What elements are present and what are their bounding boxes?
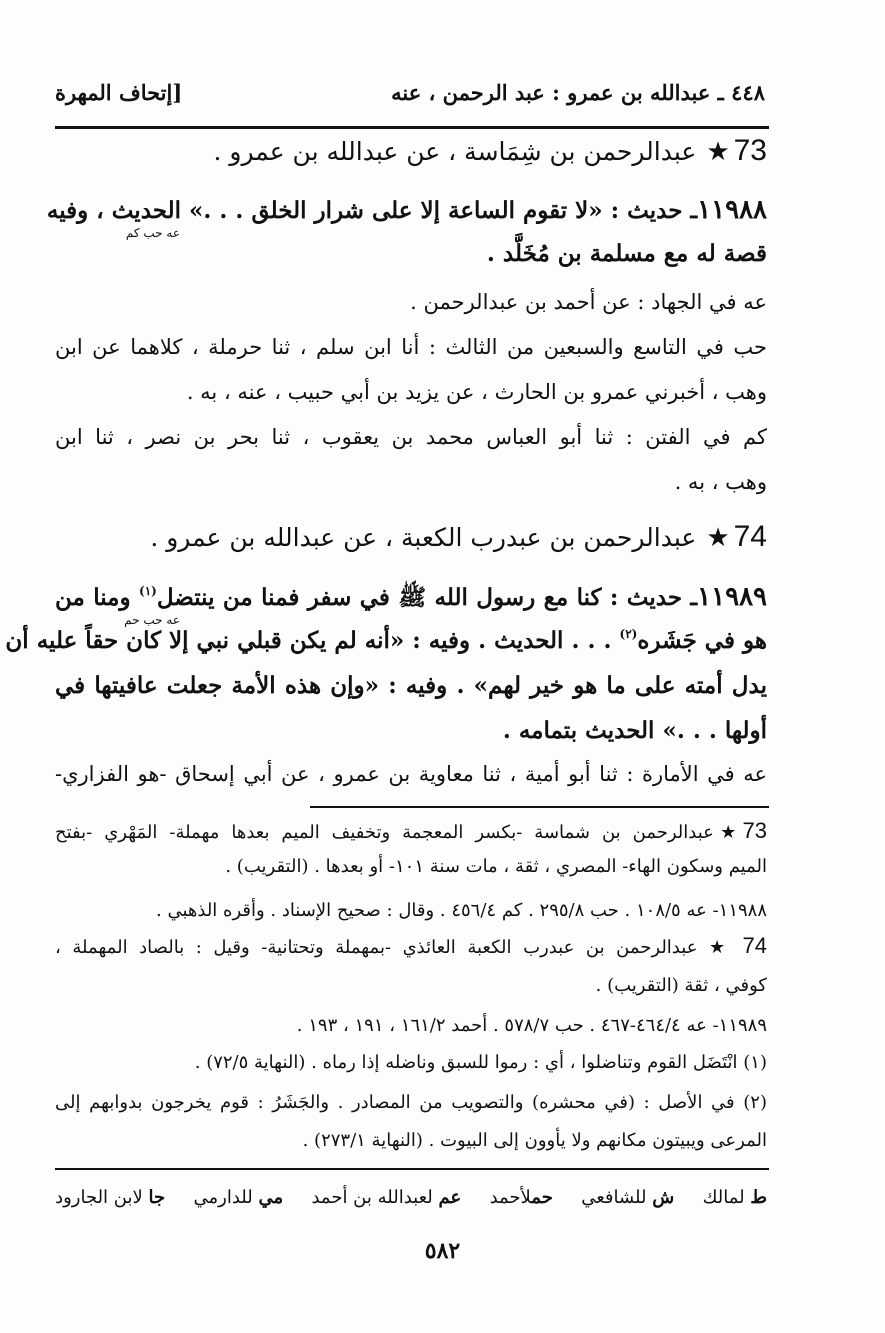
abbreviation-item: مي للدارمي xyxy=(193,1187,284,1208)
hadith-11988-line-2: قصة له مع مسلمة بن مُخَلَّد . xyxy=(486,240,767,267)
body-line: وهب ، به . xyxy=(674,470,767,494)
body-line: عه في الأمارة : ثنا أبو أمية ، ثنا معاوية بن عمرو ، عن أبي إسحاق -هو الفزاري- xyxy=(55,762,767,786)
hadith-number: ١١٩٨٩ xyxy=(697,582,767,612)
abbreviation-item: ط لمالك xyxy=(702,1187,767,1208)
footnote-divider xyxy=(310,806,769,808)
body-line: عه في الجهاد : عن أحمد بن عبدالرحمن . xyxy=(410,290,767,314)
abbreviation-item: عم لعبدالله بن أحمد xyxy=(311,1187,462,1208)
hadith-11989-line-1: ١١٩٨٩ـ حديث : كنا مع رسول الله ﷺ في سفر فمنا من ينتضل$^{(١)}$ ومنا من xyxy=(55,582,767,612)
star-icon: ★ xyxy=(697,937,743,958)
abbreviation-key xyxy=(55,1187,767,1208)
footnote-74-line-1: 74 ★ عبدالرحمن بن عبدرب الكعبة العائذي -بمهملة وتحتانية- وقيل : بالصاد المهملة ، xyxy=(55,933,767,958)
source-marks: عه حب حم xyxy=(124,613,180,627)
body-line: حب في التاسع والسبعين من الثالث : أنا ابن سلم ، ثنا حرملة ، كلاهما عن ابن xyxy=(55,335,767,359)
body-line: كم في الفتن : ثنا أبو العباس محمد بن يعقوب ، ثنا بحر بن نصر ، ثنا ابن xyxy=(55,425,767,449)
page-number: ٥٨٢ xyxy=(424,1238,461,1264)
footnote-ref: (٢) xyxy=(619,627,638,641)
hadith-11989-line-4: أولها . . .» الحديث بتمامه . xyxy=(502,717,767,744)
footnote-11988: ١١٩٨٨- عه ١٠٨/٥ . حب ٢٩٥/٨ . كم ٤٥٦/٤ . وقال : صحيح الإسناد . وأقره الذهبي . xyxy=(156,900,767,921)
footnote-73-line-1: 73★عبدالرحمن بن شماسة -بكسر المعجمة وتخفيف الميم بعدها مهملة- المَهْري -بفتح xyxy=(55,818,767,843)
footnote-ref: (١) xyxy=(139,584,157,598)
section-74-heading xyxy=(150,520,767,554)
section-73-heading xyxy=(213,134,767,168)
section-title: عبدالرحمن بن عبدرب الكعبة ، عن عبدالله بن عمرو . xyxy=(150,523,697,552)
section-title: عبدالرحمن بن شِمَاسة ، عن عبدالله بن عمرو . xyxy=(213,137,697,166)
footnote-73-line-2: الميم وسكون الهاء- المصري ، ثقة ، مات سنة ١٠١- أو بعدها . (التقريب) . xyxy=(225,856,767,877)
star-icon: ★ xyxy=(713,822,743,843)
abbreviation-item: ش للشافعي xyxy=(581,1187,675,1208)
hadith-11989-line-2: هو في جَشَره$^{(٢)}$ . . . الحديث . وفيه : «أنه لم يكن قبلي نبي إلا كان حقاً عليه أن xyxy=(5,627,767,654)
footnote-1: (١) انْتَضَل القوم وتناضلوا ، أي : رموا للسبق وناضله إذا رماه . (النهاية ٧٢/٥) . xyxy=(194,1052,767,1073)
section-number: 74 xyxy=(733,520,767,553)
footnote-11989: ١١٩٨٩- عه ٤٦٤/٤-٤٦٧ . حب ٥٧٨/٧ . أحمد ١٦١/٢ ، ١٩١ ، ١٩٣ . xyxy=(296,1015,767,1036)
abbreviation-divider xyxy=(55,1168,769,1170)
hadith-11989-line-3: يدل أمته على ما هو خير لهم» . وفيه : «وإن هذه الأمة جعلت عافيتها في xyxy=(55,672,767,699)
hadith-11988-line-1: ١١٩٨٨ـ حديث : «لا تقوم الساعة إلا على شرار الخلق . . .» الحديث ، وفيه xyxy=(46,195,767,225)
abbreviation-item: حملأحمد xyxy=(489,1187,553,1208)
section-number: 73 xyxy=(733,134,767,167)
hadith-number: ١١٩٨٨ xyxy=(697,195,767,225)
source-marks: عه حب كم xyxy=(125,226,180,240)
abbreviation-item: جا لابن الجارود xyxy=(55,1187,166,1208)
footnote-2-line-1: (٢) في الأصل : (في محشره) والتصويب من المصادر . والجَشَرُ : قوم يخرجون بدوابهم إلى xyxy=(55,1092,767,1113)
running-title: ٤٤٨ ـ عبدالله بن عمرو : عبد الرحمن ، عنه xyxy=(391,80,765,105)
footnote-2-line-2: المرعى ويبيتون مكانهم ولا يأوون إلى البيوت . (النهاية ٢٧٣/١) . xyxy=(302,1130,767,1151)
star-icon: ★ xyxy=(706,523,730,553)
book-title: [إتحاف المهرة xyxy=(55,80,183,105)
star-icon: ★ xyxy=(706,137,730,167)
footnote-74-line-2: كوفي ، ثقة (التقريب) . xyxy=(595,975,767,996)
body-line: وهب ، أخبرني عمرو بن الحارث ، عن يزيد بن أبي حبيب ، عنه ، به . xyxy=(186,380,767,404)
header-divider xyxy=(55,126,769,129)
